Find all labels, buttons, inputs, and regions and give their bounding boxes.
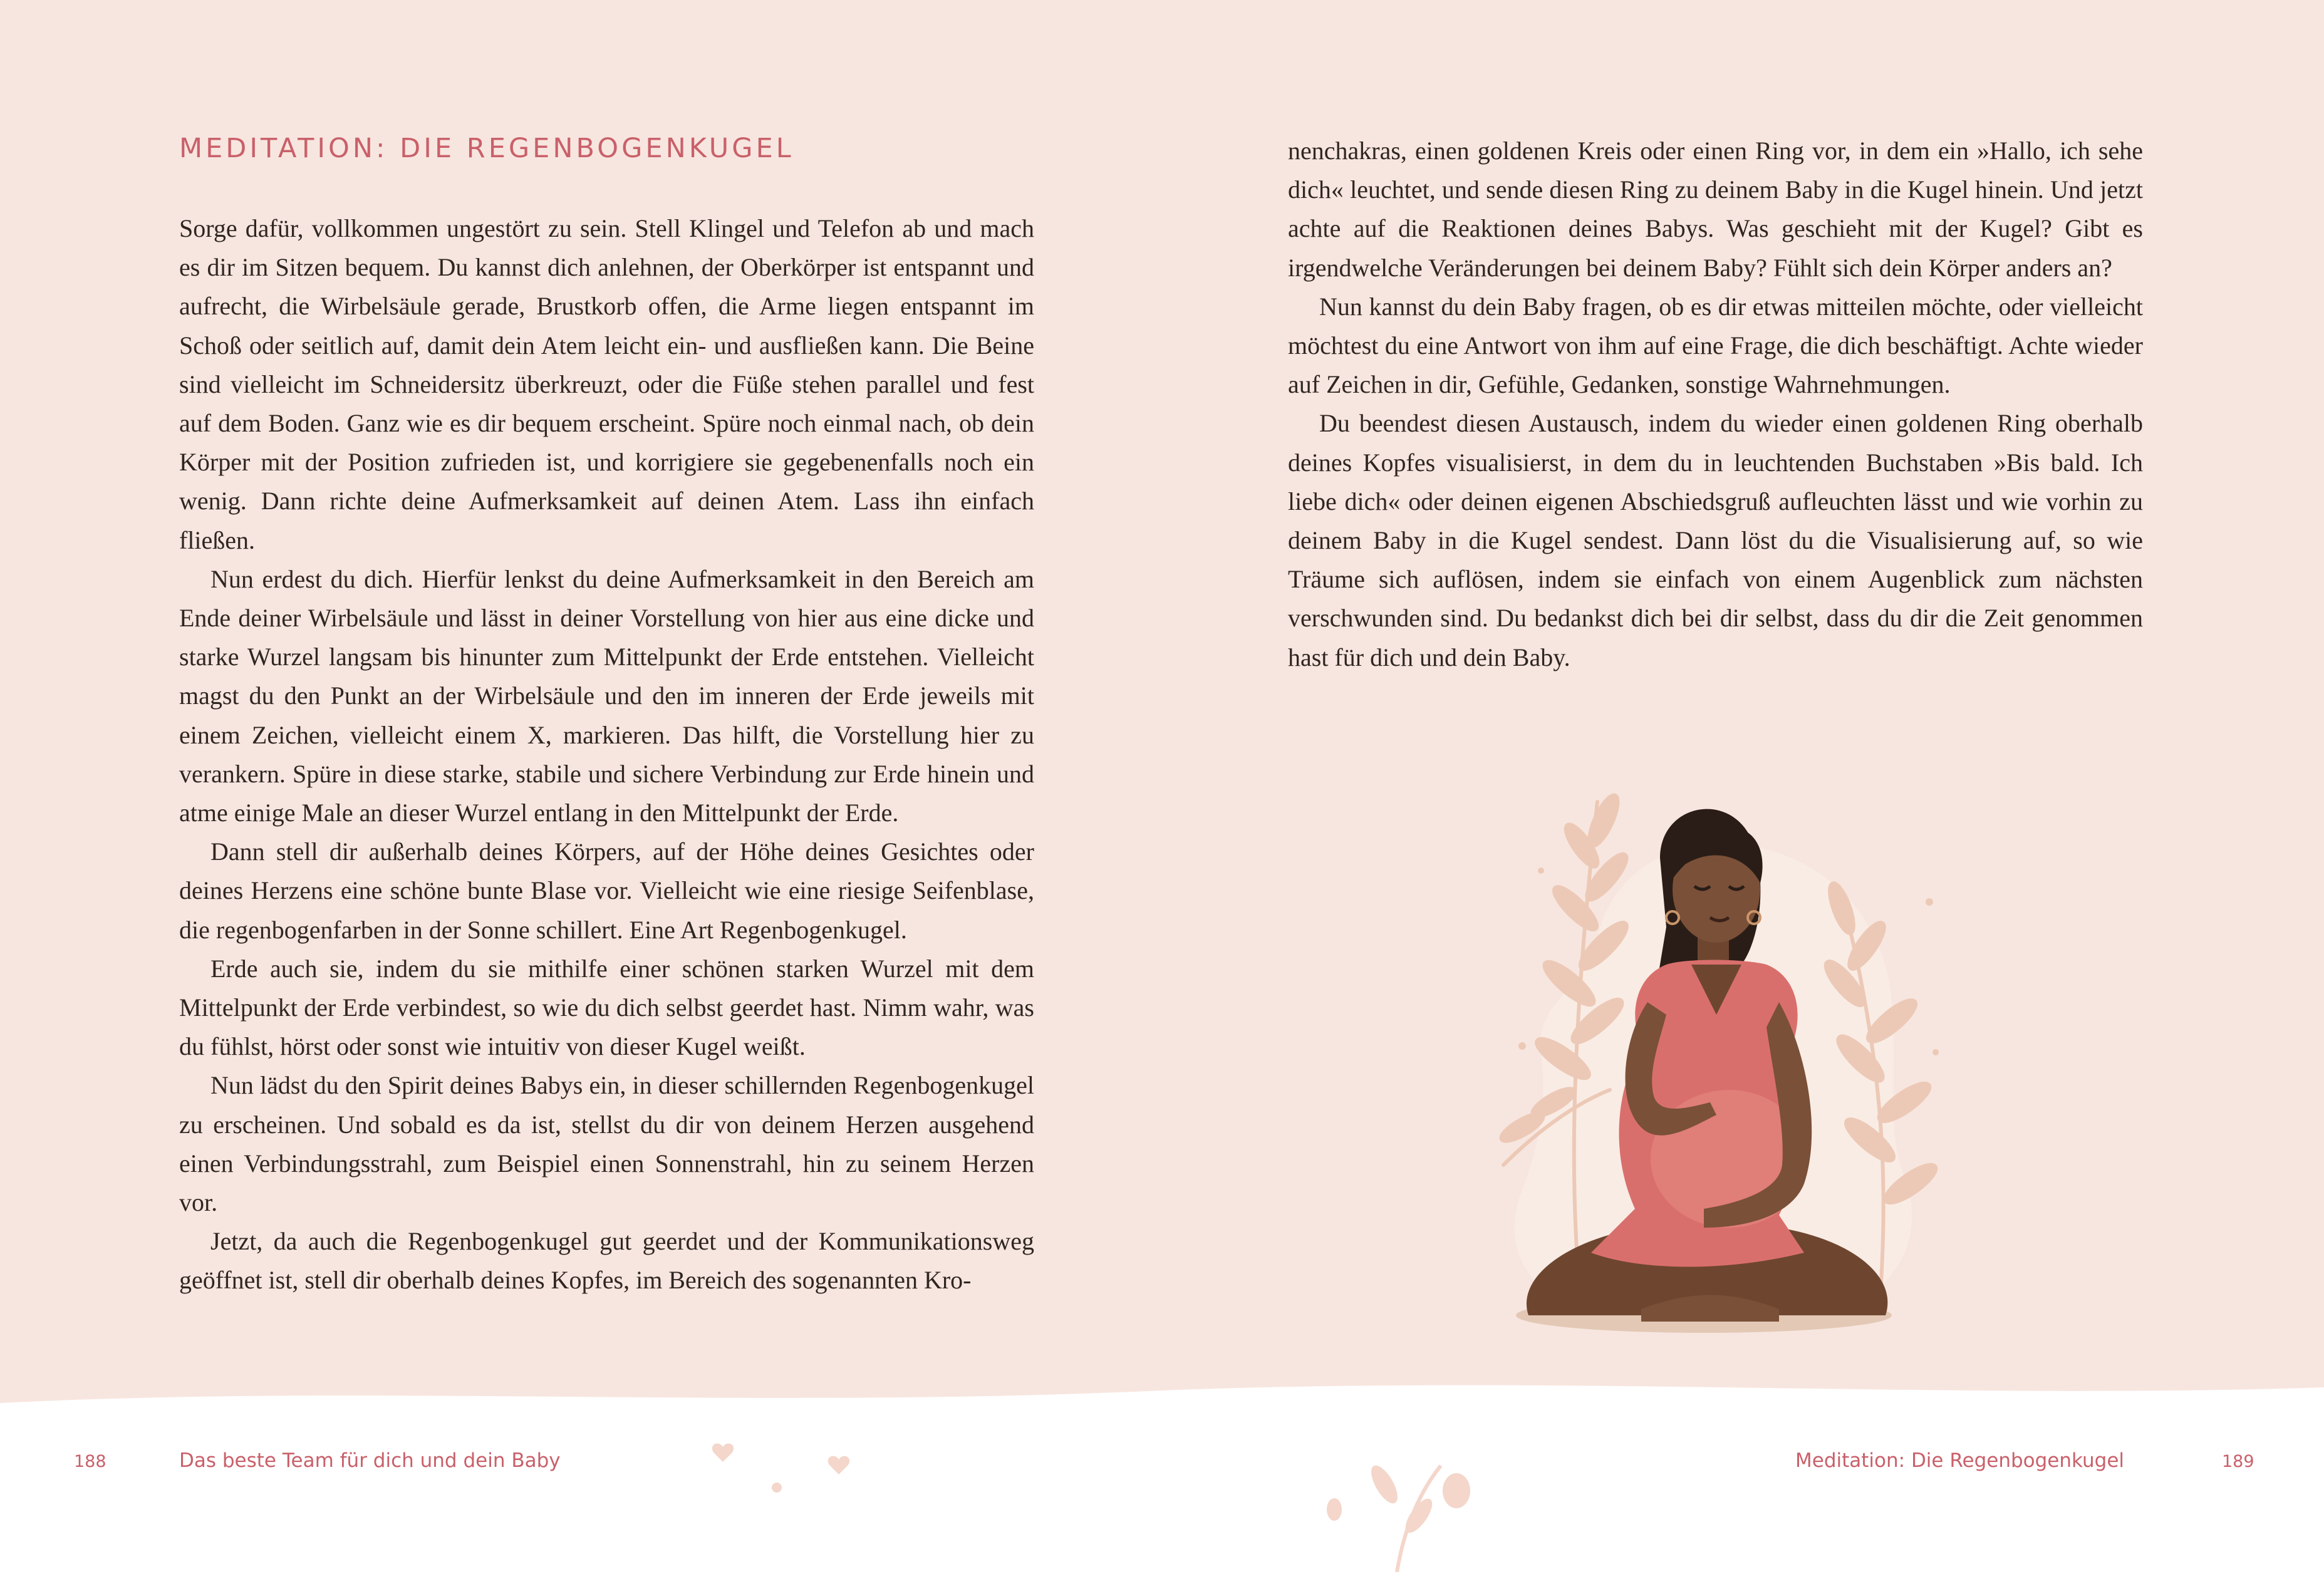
body-paragraph: nenchakras, einen goldenen Kreis oder einen Ring vor, in dem ein »Hallo, ich sehe dich« leuchtet, und sende diesen Ring zu deinem Baby in die Kugel hinein. Und jetzt achte auf die Reaktionen deines Babys. Was geschieht mit der Kugel? Gibt es irgendwelche Veränderungen bei deinem Baby? Fühlt sich dein Körper anders an?	[1288, 137, 2143, 282]
body-paragraph: Erde auch sie, indem du sie mithilfe einer schönen starken Wurzel mit dem Mittelpunkt der Erde verbindest, so wie du dich selbst geerdet hast. Nimm wahr, was du fühlst, hörst oder sonst wie intuitiv von dieser Kugel weißt.	[179, 954, 1034, 1061]
right-page-body	[1288, 132, 2143, 677]
page-bottom-wave	[0, 1365, 2324, 1453]
page-number-right: 189	[2222, 1452, 2254, 1471]
body-paragraph: Nun lädst du den Spirit deines Babys ein, in dieser schillernden Regenbogenkugel zu erscheinen. Und sobald es da ist, stellst du dir von deinem Herzen ausgehend einen Verbindungsstrahl, zum Beispiel einen Sonnenstrahl, hin zu seinem Herzen vor.	[179, 1071, 1034, 1217]
body-paragraph: Du beendest diesen Austausch, indem du wieder einen goldenen Ring oberhalb deines Kopfes visualisierst, in dem du in leuchtenden Buchstaben »Bis bald. Ich liebe dich« oder deinen eigenen Abschiedsgruß aufleuchten lässt und wie vorhin zu deinem Baby in die Kugel sendest. Dann löst du die Visualisierung auf, so wie Träume sich auflösen, indem sie einfach von einem Augenblick zum nächsten verschwunden sind. Du bedankst dich bei dir selbst, dass du dir die Zeit genommen hast für dich und dein Baby.	[1288, 409, 2143, 671]
body-paragraph: Nun erdest du dich. Hierfür lenkst du deine Aufmerksamkeit in den Bereich am Ende deiner Wirbelsäule und lässt in deiner Vorstellung von hier aus eine dicke und starke Wurzel langsam bis hinunter zum Mittelpunkt der Erde entstehen. Vielleicht magst du den Punkt an der Wirbelsäule und den im inneren der Erde jeweils mit einem Zeichen, vielleicht einem X, markieren. Das hilft, die Vorstellung hier zu verankern. Spüre in diese starke, stabile und sichere Verbindung zur Erde hinein und atme einige Male an dieser Wurzel entlang in den Mittelpunkt der Erde.	[179, 564, 1034, 827]
body-paragraph: Dann stell dir außerhalb deines Körpers, auf der Höhe deines Gesichtes oder deines Herzens eine schöne bunte Blase vor. Vielleicht wie eine riesige Seifenblase, die regenbogenfarben in der Sonne schillert. Eine Art Regenbogenkugel.	[179, 837, 1034, 944]
meditating-pregnant-woman-illustration	[1453, 777, 1967, 1340]
page-number-left: 188	[74, 1452, 106, 1471]
body-paragraph: Nun kannst du dein Baby fragen, ob es dir etwas mitteilen möchte, oder vielleicht möchtest du eine Antwort von ihm auf eine Frage, die dich beschäftigt. Achte wieder auf Zeichen in dir, Gefühle, Gedanken, sonstige Wahrnehmungen.	[1288, 292, 2143, 399]
body-paragraph: Jetzt, da auch die Regenbogenkugel gut geerdet und der Kommunikationsweg geöffnet ist, stell dir oberhalb deines Kopfes, im Bereich des sogenannten Kro-	[179, 1227, 1034, 1295]
meditation-heading: MEDITATION: DIE REGENBOGENKUGEL	[179, 133, 794, 164]
leaf-sprig-icon	[1309, 1447, 1516, 1572]
running-title-right: Meditation: Die Regenbogenkugel	[1795, 1449, 2125, 1472]
left-page-body	[179, 209, 1034, 1300]
running-title-left: Das beste Team für dich und dein Baby	[179, 1449, 561, 1472]
body-paragraph: Sorge dafür, vollkommen ungestört zu sein. Stell Klingel und Telefon ab und mach es dir im Sitzen bequem. Du kannst dich anlehnen, der Oberkörper ist entspannt und aufrecht, die Wirbelsäule gerade, Brustkorb offen, die Arme liegen entspannt im Schoß oder seitlich auf, damit dein Atem leicht ein- und ausfließen kann. Die Beine sind vielleicht im Schneidersitz überkreuzt, oder die Füße stehen parallel und fest auf dem Boden. Ganz wie es dir bequem erscheint. Spüre noch einmal nach, ob dein Körper mit der Position zufrieden ist, und korrigiere sie gegebenenfalls noch ein wenig. Dann richte deine Aufmerksamkeit auf deinen Atem. Lass ihn einfach fließen.	[179, 214, 1034, 554]
heart-icon	[702, 1428, 877, 1497]
